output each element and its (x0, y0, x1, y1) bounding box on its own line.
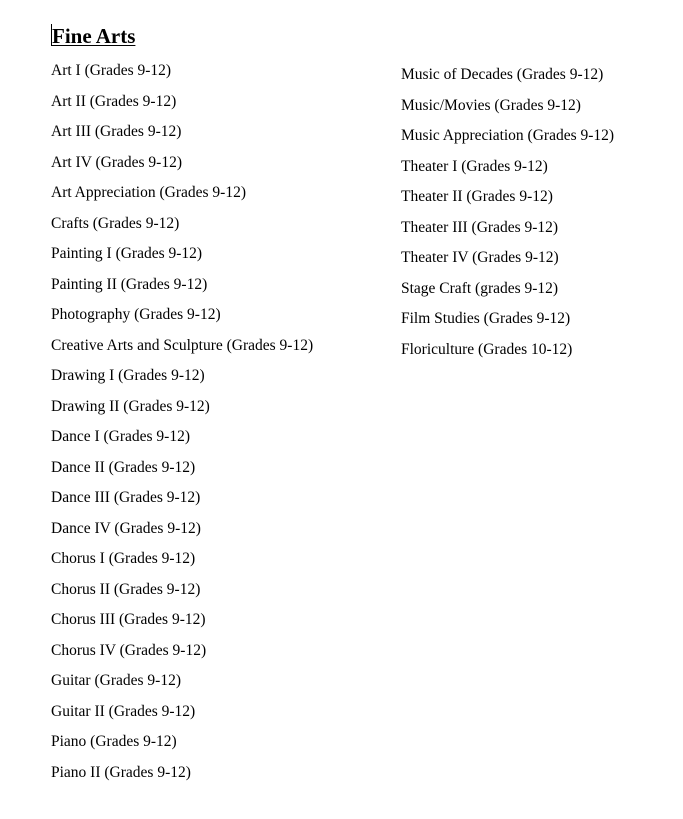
list-item: Chorus IV (Grades 9-12) (51, 641, 207, 659)
list-item: Art I (Grades 9-12) (51, 62, 172, 79)
list-item: Music/Movies (Grades 9-12) (401, 96, 581, 114)
list-item: Drawing I (Grades 9-12) (51, 367, 205, 384)
list-item: Theater III (Grades 9-12) (401, 218, 559, 236)
list-item: Music Appreciation (Grades 9-12) (401, 127, 615, 144)
list-item: Theater I (Grades 9-12) (401, 157, 548, 175)
list-item: Theater IV (Grades 9-12) (401, 249, 559, 266)
list-item: Chorus III (Grades 9-12) (51, 611, 206, 628)
list-item: Chorus II (Grades 9-12) (51, 580, 201, 598)
list-item: Art II (Grades 9-12) (51, 92, 177, 110)
list-item: Dance III (Grades 9-12) (51, 489, 201, 506)
list-item: Music of Decades (Grades 9-12) (401, 66, 604, 83)
list-item: Crafts (Grades 9-12) (51, 214, 180, 232)
list-item: Creative Arts and Sculpture (Grades 9-12) (51, 336, 314, 354)
list-item: Theater II (Grades 9-12) (401, 188, 553, 205)
list-item: Painting II (Grades 9-12) (51, 275, 208, 293)
list-item: Photography (Grades 9-12) (51, 306, 221, 323)
page-title: Fine Arts (52, 24, 136, 48)
list-item: Art Appreciation (Grades 9-12) (51, 184, 246, 201)
list-item: Drawing II (Grades 9-12) (51, 397, 210, 415)
course-list-right (401, 65, 614, 370)
list-item: Chorus I (Grades 9-12) (51, 550, 196, 567)
list-item: Guitar II (Grades 9-12) (51, 702, 196, 720)
list-item: Art III (Grades 9-12) (51, 123, 182, 140)
list-item: Piano (Grades 9-12) (51, 733, 177, 750)
list-item: Dance I (Grades 9-12) (51, 428, 191, 445)
course-list-left (51, 61, 313, 793)
list-item: Film Studies (Grades 9-12) (401, 310, 571, 327)
list-item: Floriculture (Grades 10-12) (401, 340, 573, 358)
list-item: Dance IV (Grades 9-12) (51, 519, 201, 537)
list-item: Painting I (Grades 9-12) (51, 245, 203, 262)
list-item: Stage Craft (grades 9-12) (401, 279, 559, 297)
list-item: Guitar (Grades 9-12) (51, 672, 181, 689)
list-item: Piano II (Grades 9-12) (51, 763, 191, 781)
list-item: Art IV (Grades 9-12) (51, 153, 182, 171)
list-item: Dance II (Grades 9-12) (51, 458, 196, 476)
